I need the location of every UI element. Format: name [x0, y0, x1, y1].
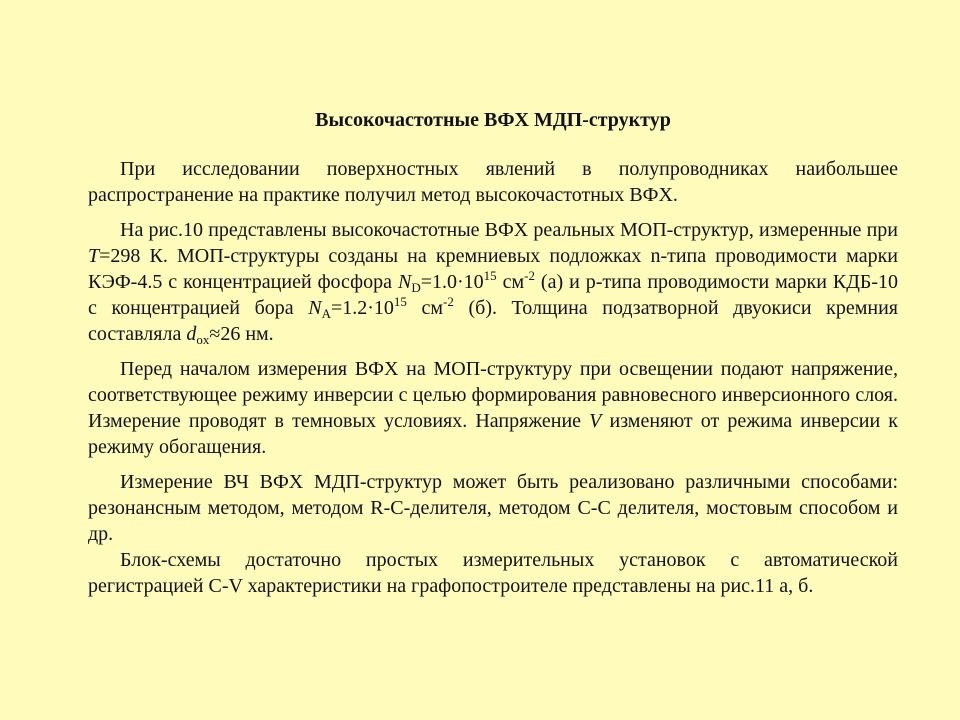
samples-text-6: =1.2·10 — [330, 297, 394, 319]
acceptor-unit-exponent: -2 — [443, 294, 454, 309]
acceptor-exponent: 15 — [393, 294, 407, 309]
paragraph-methods: Измерение ВЧ ВФХ МДП-структур может быть реализовано различными способами: резонансным методом, методом R-C-делителя, методом C-C делителя, мостовым способом и др. — [88, 471, 898, 545]
procedure-text-1: Перед началом измерения ВФХ на МОП-структуру при освещении подают напряжение, соответствующее режиму инверсии с целью формирования равновесного инверсионного слоя. Измерение проводят в темновых условиях. Напряжение — [88, 358, 898, 432]
oxide-thickness-symbol: d — [186, 323, 197, 345]
samples-text-7: см — [406, 297, 444, 319]
samples-text-2: =298 К. МОП-структуры созданы на кремниевых подложках n-типа проводимости марки КЭФ-4.5 с концентрацией фосфора — [88, 245, 898, 293]
acceptor-concentration-symbol: N — [308, 297, 322, 319]
samples-text-4: см — [496, 271, 525, 293]
temperature-symbol: T — [88, 245, 100, 267]
oxide-subscript: ox — [196, 332, 210, 347]
samples-text-1: На рис.10 представлены высокочастотные ВФХ реальных МОП-структур, измеренные при — [120, 219, 898, 241]
samples-text-3: =1.0·10 — [420, 271, 484, 293]
paragraph-samples — [88, 217, 898, 347]
donor-subscript: D — [411, 280, 421, 295]
procedure-text-2: изменяют от режима инверсии к режиму обогащения. — [88, 410, 898, 458]
paragraph-block-diagrams: Блок-схемы достаточно простых измерительных установок с автоматической регистрацией C-V характеристики на графопостроителе представлены на рис.11 а, б. — [88, 549, 898, 597]
donor-exponent: 15 — [483, 268, 497, 283]
samples-text-8: (б). Толщина подзатворной двуокиси кремния составляла — [88, 297, 898, 345]
slide-body — [88, 156, 898, 599]
slide-title: Высокочастотные ВФХ МДП-структур — [315, 109, 671, 131]
donor-concentration-symbol: N — [397, 271, 412, 293]
donor-unit-exponent: -2 — [524, 268, 535, 283]
acceptor-subscript: A — [321, 306, 331, 321]
voltage-symbol: V — [589, 410, 602, 432]
samples-text-5: (а) и p-типа проводимости марки КДБ-10 с концентрацией бора — [88, 271, 898, 319]
samples-text-9: ≈26 нм. — [209, 323, 274, 345]
paragraph-intro: При исследовании поверхностных явлений в полупроводниках наибольшее распространение на практике получил метод высокочастотных ВФХ. — [88, 158, 898, 206]
paragraph-procedure — [88, 356, 898, 460]
